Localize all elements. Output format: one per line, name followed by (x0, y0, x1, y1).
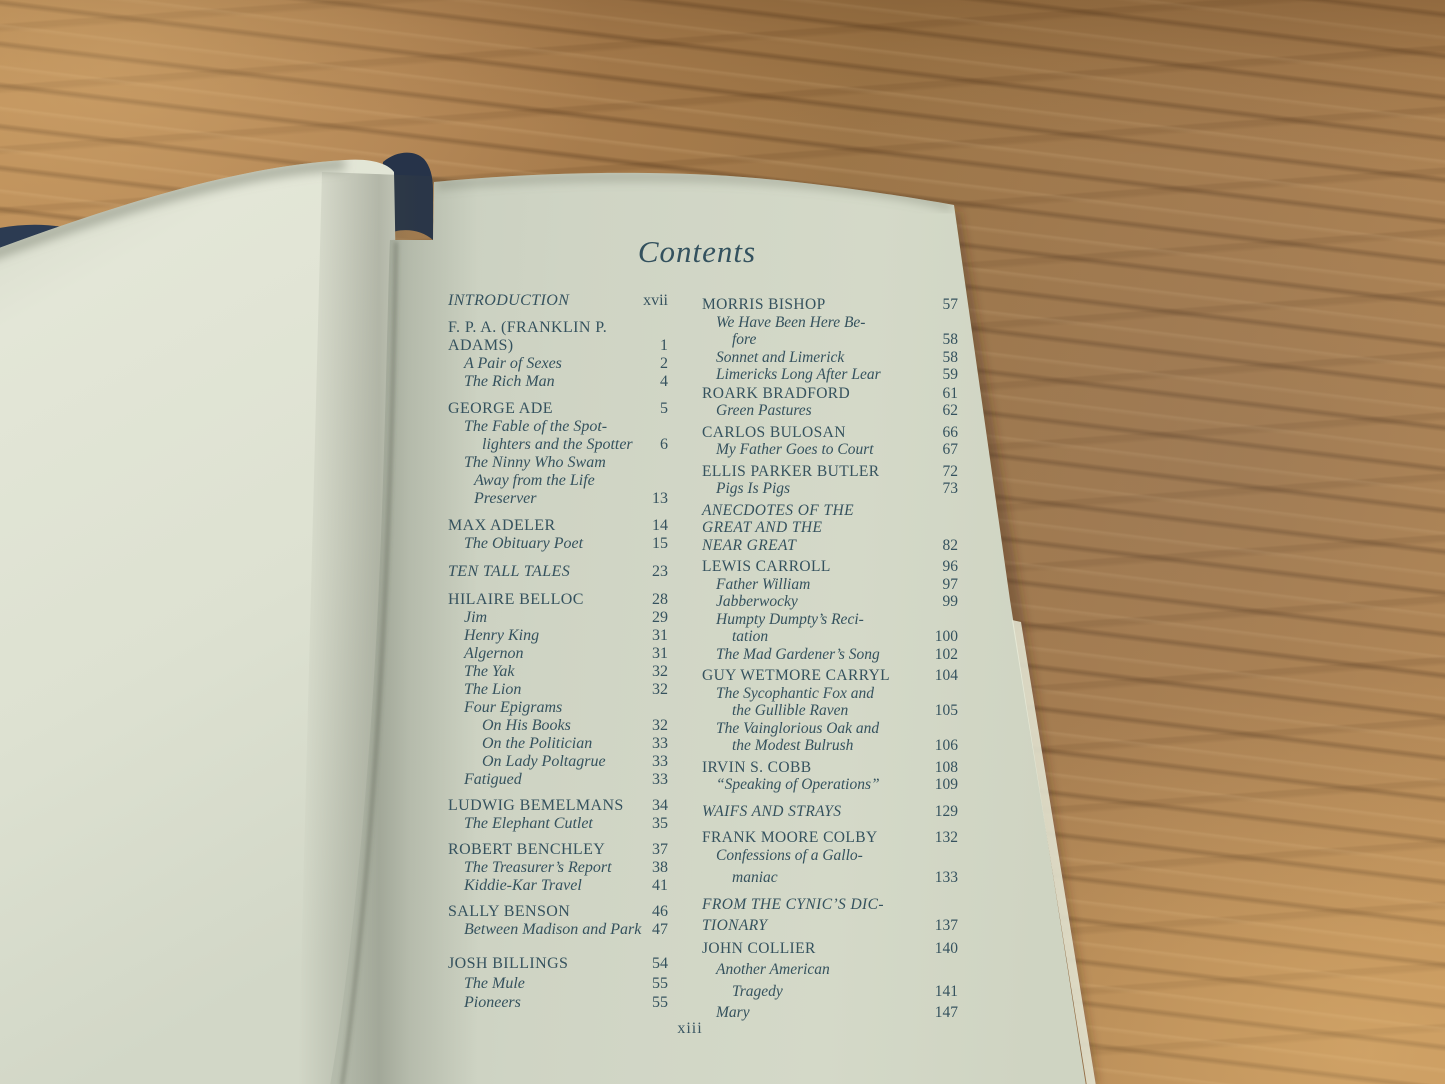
toc-line (702, 611, 958, 629)
toc-line (702, 296, 958, 314)
toc-line (448, 517, 668, 535)
toc-entry-text: On Lady Poltagrue (482, 753, 606, 770)
toc-entry-text: GUY WETMORE CARRYL (702, 667, 891, 684)
toc-entry-text: Between Madison and Park (464, 921, 642, 938)
toc-line (702, 502, 958, 520)
toc-page-ref: 6 (660, 436, 668, 453)
toc-page-ref: 82 (942, 536, 958, 554)
toc-entry-text: LUDWIG BEMELMANS (448, 797, 624, 814)
toc-entry-text: IRVIN S. COBB (702, 758, 812, 776)
toc-page-ref: 97 (942, 575, 958, 593)
toc-page-ref: 54 (652, 955, 668, 972)
toc-page-ref: 106 (934, 737, 958, 754)
toc-entry-text: Away from the Life (474, 472, 595, 489)
toc-entry-text: the Modest Bulrush (732, 737, 854, 754)
toc-page-ref: 61 (942, 384, 958, 402)
toc-line (702, 463, 958, 481)
toc-line (448, 815, 668, 833)
toc-line (448, 877, 668, 895)
toc-line (702, 424, 958, 442)
toc-line (702, 441, 958, 459)
toc-page-ref: 14 (652, 517, 668, 534)
toc-entry-text: The Elephant Cutlet (464, 815, 593, 832)
toc-page-ref: 59 (942, 366, 958, 383)
toc-line (702, 759, 958, 777)
page-title: Contents (637, 234, 757, 269)
toc-page-ref: 32 (652, 663, 668, 680)
toc-line (702, 628, 958, 646)
toc-entry-text: ROARK BRADFORD (702, 384, 851, 402)
toc-line (448, 355, 668, 373)
toc-line (448, 699, 668, 717)
toc-line (702, 702, 958, 720)
toc-line (702, 776, 958, 794)
toc-entry-text: tation (732, 628, 769, 645)
toc-entry-text: Confessions of a Gallo- (716, 846, 863, 864)
toc-line (702, 829, 958, 847)
toc-line (448, 535, 668, 553)
toc-entry-text: FRANK MOORE COLBY (702, 829, 878, 846)
toc-entry-text: fore (732, 331, 757, 348)
toc-entry-text: Limericks Long After Lear (716, 366, 881, 383)
toc-entry-text: CARLOS BULOSAN (702, 423, 846, 441)
toc-line (702, 940, 958, 958)
toc-line (702, 961, 958, 979)
toc-entry-text: TIONARY (702, 917, 768, 934)
toc-entry-text: Pioneers (464, 994, 521, 1011)
toc-line (448, 373, 668, 391)
toc-page-ref: 46 (652, 903, 668, 920)
toc-entry-text: MORRIS BISHOP (702, 296, 826, 313)
toc-page-ref: 102 (934, 645, 958, 663)
toc-entry-text: The Lion (464, 681, 522, 698)
toc-entry-text: TEN TALL TALES (448, 563, 571, 580)
toc-entry-text: The Ninny Who Swam (464, 454, 606, 471)
toc-entry-text: MAX ADELER (448, 517, 556, 534)
toc-line (448, 681, 668, 699)
toc-page-ref: 5 (660, 400, 668, 417)
toc-line (702, 667, 958, 685)
toc-line (448, 645, 668, 663)
toc-entry-text: Father William (716, 575, 811, 593)
toc-line (702, 720, 958, 738)
toc-entry-text: GEORGE ADE (448, 400, 553, 417)
toc-entry-text: JOSH BILLINGS (448, 955, 569, 972)
toc-page-ref: 109 (934, 776, 958, 793)
toc-page-ref: 57 (942, 296, 958, 313)
toc-page-ref: 99 (942, 593, 958, 610)
toc-line (448, 436, 668, 454)
toc-entry-text: The Mad Gardener’s Song (716, 645, 880, 663)
toc-page-ref: 66 (942, 423, 958, 441)
toc-line (702, 869, 958, 887)
toc-page-ref: 147 (934, 1004, 958, 1021)
toc-line (448, 627, 668, 645)
toc-page-ref: 33 (652, 771, 668, 788)
toc-line (702, 519, 958, 537)
toc-entry-text: ELLIS PARKER BUTLER (702, 462, 880, 480)
toc-entry-text: The Rich Man (464, 373, 555, 390)
toc-line (702, 847, 958, 865)
toc-entry-text: HILAIRE BELLOC (448, 591, 584, 608)
toc-page-ref: 38 (652, 859, 668, 876)
toc-page-ref: xvii (643, 292, 668, 309)
toc-page-ref: 55 (652, 975, 668, 992)
toc-line (702, 576, 958, 594)
toc-line (448, 975, 668, 993)
toc-page-ref: 4 (660, 373, 668, 390)
toc-entry-text: LEWIS CARROLL (702, 558, 831, 575)
toc-entry-text: the Gullible Raven (732, 702, 849, 719)
toc-line (448, 454, 668, 472)
toc-line (702, 737, 958, 755)
toc-line (702, 896, 958, 914)
toc-line (448, 418, 668, 436)
toc-page-ref: 32 (652, 681, 668, 698)
toc-page-ref: 34 (652, 797, 668, 814)
toc-entry-text: The Fable of the Spot- (464, 418, 608, 435)
toc-line (448, 563, 668, 581)
toc-line (448, 994, 668, 1012)
toc-entry-text: We Have Been Here Be- (716, 313, 866, 331)
toc-entry-text: The Treasurer’s Report (464, 859, 612, 876)
toc-line (702, 917, 958, 935)
toc-page-ref: 62 (942, 402, 958, 419)
toc-page-ref: 35 (652, 815, 668, 832)
toc-line (702, 402, 958, 420)
toc-page-ref: 31 (652, 645, 668, 662)
folio-page-number: xiii (677, 1020, 703, 1037)
toc-entry-text: INTRODUCTION (448, 292, 570, 309)
toc-entry-text: WAIFS AND STRAYS (702, 802, 842, 820)
toc-page-ref: 133 (934, 869, 958, 886)
toc-entry-text: The Mule (464, 975, 525, 992)
toc-page-ref: 31 (652, 627, 668, 644)
toc-entry-text: Kiddie-Kar Travel (464, 877, 582, 894)
toc-page-ref: 47 (652, 921, 668, 938)
toc-page-ref: 137 (934, 917, 958, 934)
toc-line (702, 331, 958, 349)
toc-page-ref: 72 (942, 462, 958, 480)
toc-entry-text: Henry King (464, 627, 540, 644)
toc-entry-text: NEAR GREAT (702, 536, 797, 554)
toc-page-ref: 28 (652, 591, 668, 608)
toc-entry-text: ROBERT BENCHLEY (448, 841, 606, 858)
toc-line (448, 292, 668, 310)
toc-entry-text: “Speaking of Operations” (716, 776, 880, 793)
toc-page-ref: 37 (652, 841, 668, 858)
toc-entry-text: Green Pastures (716, 402, 812, 419)
toc-line (448, 753, 668, 771)
toc-page-ref: 32 (652, 717, 668, 734)
toc-entry-text: Another American (716, 961, 830, 978)
toc-entry-text: Mary (716, 1004, 750, 1021)
toc-entry-text: ANECDOTES OF THE (702, 501, 854, 519)
toc-entry-text: Jim (464, 609, 488, 626)
toc-page-ref: 73 (942, 480, 958, 497)
toc-line (448, 921, 668, 939)
toc-line (448, 797, 668, 815)
toc-entry-text: lighters and the Spotter (482, 436, 633, 453)
toc-page-ref: 33 (652, 735, 668, 752)
toc-page-ref: 55 (652, 994, 668, 1011)
toc-line (448, 490, 668, 508)
toc-page-ref: 100 (934, 628, 958, 645)
toc-line (448, 609, 668, 627)
toc-page-ref: 104 (934, 667, 958, 684)
toc-line (702, 314, 958, 332)
toc-page-ref: 96 (942, 558, 958, 575)
toc-line (702, 983, 958, 1001)
toc-page-ref: 1 (660, 337, 668, 354)
toc-page-ref: 141 (934, 982, 958, 1000)
toc-page-ref: 2 (660, 355, 668, 372)
toc-entry-text: F. P. A. (FRANKLIN P. (448, 319, 608, 336)
toc-line (448, 717, 668, 735)
toc-page-ref: 67 (942, 441, 958, 458)
toc-line (702, 480, 958, 498)
toc-entry-text: GREAT AND THE (702, 519, 823, 536)
toc-page-ref: 140 (934, 939, 958, 957)
toc-entry-text: Fatigued (464, 771, 522, 788)
toc-entry-text: Jabberwocky (716, 593, 798, 610)
toc-entry-text: JOHN COLLIER (702, 939, 816, 957)
toc-entry-text: Tragedy (732, 982, 783, 1000)
toc-entry-text: The Sycophantic Fox and (716, 684, 874, 702)
toc-entry-text: The Obituary Poet (464, 535, 584, 552)
toc-page-ref: 13 (652, 490, 668, 507)
toc-line (448, 663, 668, 681)
toc-line (702, 366, 958, 384)
toc-entry-text: Humpty Dumpty’s Reci- (716, 610, 864, 628)
toc-page-ref: 58 (942, 348, 958, 366)
toc-line (448, 955, 668, 973)
toc-entry-text: Sonnet and Limerick (716, 348, 845, 366)
toc-entry-text: Pigs Is Pigs (716, 480, 791, 497)
toc-entry-text: FROM THE CYNIC’S DIC- (702, 895, 884, 913)
toc-line (448, 771, 668, 789)
toc-page-ref: 41 (652, 877, 668, 894)
toc-line (702, 1004, 958, 1022)
toc-entry-text: maniac (732, 869, 778, 886)
toc-entry-text: On the Politician (482, 735, 593, 752)
toc-entry-text: Algernon (464, 645, 524, 662)
toc-entry-text: SALLY BENSON (448, 903, 571, 920)
toc-page-ref: 33 (652, 753, 668, 770)
toc-line (702, 646, 958, 664)
toc-line (448, 841, 668, 859)
toc-line (448, 591, 668, 609)
toc-page-ref: 58 (942, 331, 958, 348)
toc-line (448, 903, 668, 921)
toc-left-column (448, 292, 668, 1012)
toc-page-ref: 132 (934, 829, 958, 846)
toc-line (702, 349, 958, 367)
toc-line (702, 537, 958, 555)
toc-line (448, 859, 668, 877)
toc-page-ref: 29 (652, 609, 668, 626)
toc-entry-text: Four Epigrams (464, 699, 563, 716)
toc-entry-text: Preserver (474, 490, 537, 507)
toc-entry-text: The Vainglorious Oak and (716, 719, 880, 737)
toc-entry-text: On His Books (482, 717, 571, 734)
toc-page-ref: 129 (934, 802, 958, 820)
toc-page-ref: 108 (934, 758, 958, 776)
toc-entry-text: The Yak (464, 663, 515, 680)
toc-line (702, 803, 958, 821)
toc-page-ref: 23 (652, 563, 668, 580)
toc-line (448, 472, 668, 490)
toc-entry-text: My Father Goes to Court (716, 441, 874, 458)
toc-entry-text: A Pair of Sexes (464, 355, 562, 372)
toc-right-column (702, 296, 958, 1022)
toc-line (702, 593, 958, 611)
toc-line (448, 735, 668, 753)
toc-line (448, 337, 668, 355)
toc-line (702, 685, 958, 703)
toc-page-ref: 15 (652, 535, 668, 552)
toc-line (702, 385, 958, 403)
toc-line (448, 319, 668, 337)
toc-line (448, 400, 668, 418)
toc-line (702, 558, 958, 576)
toc-entry-text: ADAMS) (448, 337, 514, 354)
toc-page-ref: 105 (934, 702, 958, 719)
